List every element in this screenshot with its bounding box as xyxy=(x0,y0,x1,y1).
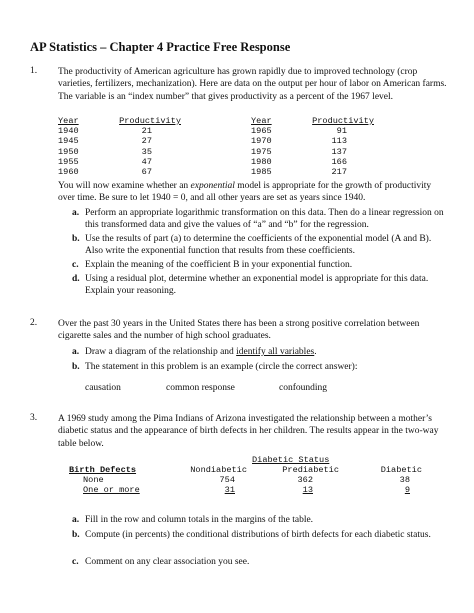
part-text-segment: Draw a diagram of the relationship and xyxy=(85,347,237,357)
question-3-part-a xyxy=(72,514,450,526)
table-row xyxy=(251,167,374,177)
table-cell: 27 xyxy=(141,136,152,147)
question-1-part-c xyxy=(72,259,450,271)
table-header-productivity: Productivity xyxy=(119,116,181,126)
part-label: a. xyxy=(72,208,80,218)
table-cell: 9 xyxy=(404,485,410,496)
table-row-label: None xyxy=(83,475,104,486)
column-header-nondiabetic: Nondiabetic xyxy=(190,465,247,475)
table-cell: 1985 xyxy=(251,167,272,178)
part-label: d. xyxy=(72,274,80,284)
table-cell: 217 xyxy=(331,167,347,178)
table-row xyxy=(251,136,374,146)
question-2-number: 2. xyxy=(30,318,38,328)
productivity-table-right xyxy=(251,116,374,177)
page-title: AP Statistics – Chapter 4 Practice Free Response xyxy=(30,40,291,54)
part-text: The statement in this problem is an example (circle the correct answer): xyxy=(85,362,358,372)
table-cell: 1950 xyxy=(58,146,79,157)
question-2-intro: Over the past 30 years in the United States there has been a strong positive correlation between cigarette sales and the number of high school graduates. xyxy=(58,319,420,342)
question-1-number: 1. xyxy=(30,66,38,76)
question-1-part-d xyxy=(72,273,450,298)
diabetic-status-header: Diabetic Status xyxy=(252,455,330,465)
table-cell: 1975 xyxy=(251,146,272,157)
table-cell: 166 xyxy=(331,156,347,167)
table-row xyxy=(58,126,181,136)
part-label: a. xyxy=(72,347,80,357)
table-cell: 38 xyxy=(399,475,410,486)
column-header-prediabetic: Prediabetic xyxy=(282,465,339,475)
part-label: b. xyxy=(72,362,80,372)
answer-option-causation[interactable]: causation xyxy=(85,383,121,393)
part-text xyxy=(85,346,450,358)
part-text: Comment on any clear association you see. xyxy=(85,557,250,567)
column-header-diabetic: Diabetic xyxy=(380,465,422,475)
table-cell: 47 xyxy=(141,156,152,167)
answer-option-common-response[interactable]: common response xyxy=(166,383,235,393)
table-row xyxy=(251,126,374,136)
question-1-part-a xyxy=(72,207,450,232)
table-cell: 754 xyxy=(219,475,235,486)
follow-up-emphasis: exponential xyxy=(190,181,235,191)
part-label: c. xyxy=(72,557,79,567)
table-row xyxy=(58,136,181,146)
table-header-productivity: Productivity xyxy=(312,116,374,126)
part-text: Explain the meaning of the coefficient B in your exponential function. xyxy=(85,260,353,270)
answer-option-confounding[interactable]: confounding xyxy=(279,383,328,393)
question-1-part-b xyxy=(72,233,450,258)
table-cell: 1955 xyxy=(58,156,79,167)
question-2-part-b xyxy=(72,361,450,373)
table-cell: 137 xyxy=(331,146,347,157)
table-cell: 362 xyxy=(297,475,313,486)
question-3-number: 3. xyxy=(30,413,38,423)
table-cell: 31 xyxy=(224,485,235,496)
table-cell: 21 xyxy=(141,126,152,137)
table-header-year: Year xyxy=(58,116,79,126)
part-label: b. xyxy=(72,234,80,244)
table-cell: 113 xyxy=(331,136,347,147)
part-label: c. xyxy=(72,260,79,270)
part-text-segment: . xyxy=(314,347,317,357)
part-text: Fill in the row and column totals in the margins of the table. xyxy=(85,515,314,525)
row-header-birth-defects: Birth Defects xyxy=(69,465,137,475)
table-cell: 1945 xyxy=(58,136,79,147)
question-1-intro: The productivity of American agriculture has grown rapidly due to improved technology (crop varieties, fertilizers, mechanization). Here are data on the output per hour of labor on American farms. The variable is an “index number” that gives productivity as a percent of the 1967 level. xyxy=(58,67,447,102)
table-row xyxy=(251,157,374,167)
part-text: Perform an appropriate logarithmic transformation on this data. Then do a linear regression on this transformed data and give the values of “a” and “b” for the regression. xyxy=(85,208,444,231)
table-cell: 1965 xyxy=(251,126,272,137)
table-row xyxy=(69,485,422,495)
part-text: Use the results of part (a) to determine the coefficients of the exponential model (A and B). Also write the exponential function that results from these coefficients. xyxy=(85,234,432,257)
table-header-year: Year xyxy=(251,116,272,126)
follow-up-text: You will now examine whether an xyxy=(58,181,191,191)
question-1-follow-up xyxy=(58,180,450,205)
birth-defects-table xyxy=(69,465,422,496)
table-row-label: One or more xyxy=(83,485,140,496)
question-3-intro: A 1969 study among the Pima Indians of Arizona investigated the relationship between a mother’s diabetic status and the appearance of birth defects in her children. The results appear in the two-way table below. xyxy=(58,414,439,449)
table-row xyxy=(58,167,181,177)
table-cell: 1980 xyxy=(251,156,272,167)
part-text: Using a residual plot, determine whether an exponential model is appropriate for this data. Explain your reasoning. xyxy=(85,274,429,297)
follow-up-text: model is appropriate for the growth of productivity over time. Be sure to let 1940 = 0, and all other years are set as years since 1940. xyxy=(58,181,432,204)
table-row xyxy=(251,147,374,157)
table-cell: 67 xyxy=(141,167,152,178)
table-cell: 13 xyxy=(302,485,313,496)
part-text-underlined: identify all variables xyxy=(236,347,315,357)
productivity-table-left xyxy=(58,116,181,177)
table-cell: 35 xyxy=(141,146,152,157)
question-3-part-c xyxy=(72,556,450,568)
table-row xyxy=(58,147,181,157)
table-row xyxy=(69,475,422,485)
question-3-part-b xyxy=(72,529,450,541)
question-2-part-a xyxy=(72,346,450,358)
table-cell: 1970 xyxy=(251,136,272,147)
table-cell: 91 xyxy=(336,126,347,137)
part-label: b. xyxy=(72,530,80,540)
table-cell: 1960 xyxy=(58,167,79,178)
table-cell: 1940 xyxy=(58,126,79,137)
table-row xyxy=(58,157,181,167)
part-label: a. xyxy=(72,515,80,525)
part-text: Compute (in percents) the conditional distributions of birth defects for each diabetic status. xyxy=(85,530,431,540)
